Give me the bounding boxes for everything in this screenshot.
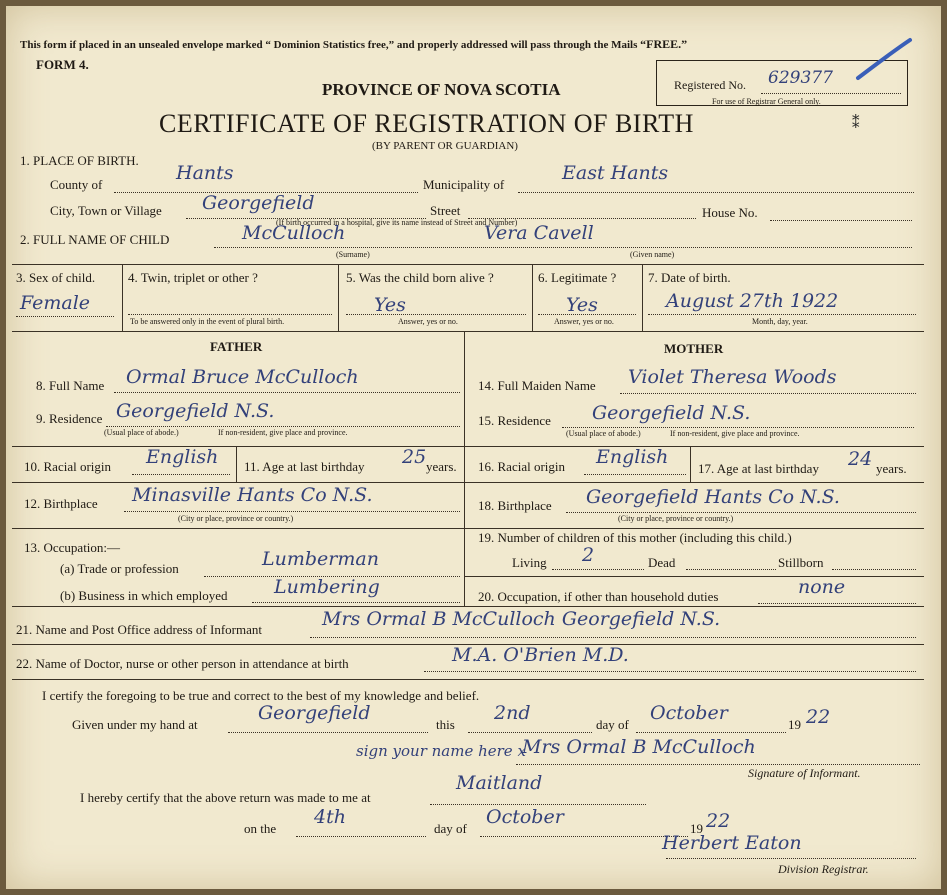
mother-racial-label: 16. Racial origin: [478, 459, 566, 474]
occupation-label: 13. Occupation:—: [24, 540, 121, 555]
registrar-on-label: on the: [244, 821, 277, 836]
business-label: (b) Business in which employed: [60, 588, 228, 603]
registrar-signature-label: Division Registrar.: [778, 862, 869, 876]
registrar-signature: Herbert Eaton: [662, 832, 802, 854]
form-number: FORM 4.: [36, 57, 89, 72]
child-surname: McCulloch: [242, 222, 346, 244]
given-year-value: 22: [806, 706, 831, 728]
father-name-value: Ormal Bruce McCulloch: [126, 366, 359, 388]
father-racial-line: [132, 474, 230, 475]
certificate-subtitle: (BY PARENT OR GUARDIAN): [372, 140, 518, 152]
stillborn-label: Stillborn: [778, 555, 824, 570]
father-heading: FATHER: [210, 339, 263, 354]
informant-signature-line: [516, 764, 920, 765]
county-value: Hants: [176, 162, 234, 184]
informant-signature-label: Signature of Informant.: [748, 766, 861, 780]
mother-racial-line: [584, 474, 686, 475]
registrar-year-value: 22: [706, 810, 731, 832]
twin-line: [128, 314, 332, 315]
given-year-prefix: 19: [788, 717, 801, 732]
birth-date-note: Month, day, year.: [752, 317, 808, 326]
legitimate-label: 6. Legitimate ?: [538, 270, 617, 285]
surname-note: (Surname): [336, 250, 370, 259]
business-value: Lumbering: [274, 576, 380, 598]
informant-value: Mrs Ormal B McCulloch Georgefield N.S.: [322, 608, 721, 630]
given-day-of-label: day of: [596, 717, 629, 732]
mother-name-line: [620, 393, 916, 394]
county-label: County of: [50, 177, 103, 192]
father-racial-value: English: [146, 446, 219, 468]
living-label: Living: [512, 555, 547, 570]
mother-occupation-line: [758, 603, 916, 604]
given-day-value: 2nd: [494, 702, 531, 724]
given-at-value: Georgefield: [258, 702, 371, 724]
father-age-value: 25: [402, 446, 427, 468]
certificate-paper: [6, 6, 941, 889]
stillborn-line: [832, 569, 916, 570]
legitimate-note: Answer, yes or no.: [554, 317, 614, 326]
certificate-title: CERTIFICATE OF REGISTRATION OF BIRTH: [159, 109, 694, 138]
informant-signature: Mrs Ormal B McCulloch: [522, 736, 756, 758]
place-of-birth-heading: 1. PLACE OF BIRTH.: [20, 153, 139, 168]
mother-heading: MOTHER: [664, 341, 724, 356]
parents-divider: [464, 331, 465, 606]
birth-date-line: [648, 314, 916, 315]
father-name-label: 8. Full Name: [36, 378, 105, 393]
legitimate-line: [538, 314, 636, 315]
father-residence-label: 9. Residence: [36, 411, 103, 426]
father-residence-value: Georgefield N.S.: [116, 400, 275, 422]
twin-note: To be answered only in the event of plural birth.: [130, 317, 285, 326]
registrar-year-prefix: 19: [690, 821, 703, 836]
street-label: Street: [430, 203, 461, 218]
row-divider: [12, 679, 924, 680]
father-birthplace-value: Minasville Hants Co N.S.: [132, 484, 373, 506]
province-heading: PROVINCE OF NOVA SCOTIA: [322, 80, 561, 99]
business-line: [252, 602, 460, 603]
father-birthplace-note: (City or place, province or country.): [178, 514, 294, 523]
child-name-line: [214, 247, 912, 248]
col-divider: [690, 446, 691, 482]
sex-line: [16, 316, 114, 317]
municipality-value: East Hants: [562, 162, 669, 184]
informant-line: [310, 637, 916, 638]
city-value: Georgefield: [202, 192, 315, 214]
given-month-line: [636, 732, 786, 733]
registered-no-line: [761, 93, 901, 94]
mother-residence-label: 15. Residence: [478, 413, 551, 428]
sign-note: sign your name here x: [356, 742, 526, 760]
doctor-line: [424, 671, 916, 672]
row-divider: [12, 528, 464, 529]
alive-label: 5. Was the child born alive ?: [346, 270, 494, 285]
doctor-value: M.A. O'Brien M.D.: [452, 644, 629, 666]
city-label: City, Town or Village: [50, 203, 162, 218]
row-divider: [12, 264, 924, 265]
father-birthplace-label: 12. Birthplace: [24, 496, 98, 511]
hospital-note: (If birth occurred in a hospital, give its name instead of Street and Number): [276, 218, 518, 227]
informant-label: 21. Name and Post Office address of Informant: [16, 622, 262, 637]
sex-value: Female: [20, 292, 91, 314]
living-line: [552, 569, 644, 570]
mother-birthplace-value: Georgefield Hants Co N.S.: [586, 486, 840, 508]
mother-age-unit: years.: [876, 461, 907, 476]
row-divider: [12, 606, 924, 607]
row-divider: [464, 482, 924, 483]
children-count-label: 19. Number of children of this mother (including this child.): [478, 530, 792, 545]
col-divider: [532, 264, 533, 331]
registrar-place: Maitland: [456, 772, 543, 794]
mother-age-value: 24: [848, 448, 873, 470]
row-divider: [12, 482, 464, 483]
registrar-month: October: [486, 806, 564, 828]
birth-date-value: August 27th 1922: [666, 290, 839, 312]
municipality-line: [518, 192, 914, 193]
trade-label: (a) Trade or profession: [60, 561, 179, 576]
mother-name-value: Violet Theresa Woods: [628, 366, 837, 388]
row-divider: [12, 331, 924, 332]
col-divider: [642, 264, 643, 331]
col-divider: [338, 264, 339, 331]
registered-no-label: Registered No.: [674, 78, 746, 92]
mother-occupation-label: 20. Occupation, if other than household duties: [478, 589, 719, 604]
given-at-line: [228, 732, 428, 733]
mother-birthplace-label: 18. Birthplace: [478, 498, 552, 513]
mother-occupation-value: none: [798, 576, 846, 598]
father-abode-note: (Usual place of abode.): [104, 428, 179, 437]
mailing-notice: This form if placed in an unsealed envelope marked “ Dominion Statistics free,” and properly addressed will pass through the Mails “FREE.”: [20, 37, 688, 51]
father-racial-label: 10. Racial origin: [24, 459, 112, 474]
row-divider: [12, 446, 464, 447]
sex-label: 3. Sex of child.: [16, 270, 96, 285]
mother-nonresident-note: If non-resident, give place and province.: [670, 429, 800, 438]
given-month-value: October: [650, 702, 728, 724]
registered-no-value: 629377: [768, 68, 833, 88]
mother-birthplace-note: (City or place, province or country.): [618, 514, 734, 523]
twin-label: 4. Twin, triplet or other ?: [128, 270, 258, 285]
given-at-label: Given under my hand at: [72, 717, 198, 732]
father-birthplace-line: [124, 511, 460, 512]
house-label: House No.: [702, 205, 758, 220]
father-nonresident-note: If non-resident, give place and province.: [218, 428, 348, 437]
father-residence-line: [106, 426, 460, 427]
col-divider: [236, 446, 237, 482]
dead-line: [686, 569, 776, 570]
row-divider: [464, 446, 924, 447]
col-divider: [122, 264, 123, 331]
mother-residence-value: Georgefield N.S.: [592, 402, 751, 424]
pencil-mark: [854, 36, 914, 82]
alive-note: Answer, yes or no.: [398, 317, 458, 326]
this-label: this: [436, 717, 455, 732]
child-name-label: 2. FULL NAME OF CHILD: [20, 232, 170, 247]
registrar-general-note: For use of Registrar General only.: [712, 97, 821, 106]
living-value: 2: [582, 544, 595, 566]
legitimate-value: Yes: [566, 294, 598, 316]
registrar-month-line: [480, 836, 688, 837]
registrar-statement: I hereby certify that the above return was made to me at: [80, 790, 371, 805]
registrar-signature-line: [666, 858, 916, 859]
alive-value: Yes: [374, 294, 406, 316]
father-age-label: 11. Age at last birthday: [244, 459, 365, 474]
mother-name-label: 14. Full Maiden Name: [478, 378, 596, 393]
registrar-day-of-label: day of: [434, 821, 467, 836]
registrar-day-line: [296, 836, 426, 837]
mother-abode-note: (Usual place of abode.): [566, 429, 641, 438]
dead-label: Dead: [648, 555, 676, 570]
mother-age-label: 17. Age at last birthday: [698, 461, 819, 476]
father-name-line: [114, 392, 460, 393]
mother-racial-value: English: [596, 446, 669, 468]
given-day-line: [468, 732, 592, 733]
trade-value: Lumberman: [262, 548, 379, 570]
house-line: [770, 220, 912, 221]
child-given-name: Vera Cavell: [484, 222, 594, 244]
birth-date-label: 7. Date of birth.: [648, 270, 731, 285]
row-divider: [464, 528, 924, 529]
alive-line: [346, 314, 526, 315]
mother-residence-line: [562, 427, 914, 428]
given-name-note: (Given name): [630, 250, 675, 259]
municipality-label: Municipality of: [423, 177, 505, 192]
certification-statement: I certify the foregoing to be true and correct to the best of my knowledge and belief.: [42, 688, 480, 703]
father-age-unit: years.: [426, 459, 457, 474]
registrar-place-line: [430, 804, 646, 805]
registrar-day: 4th: [314, 806, 346, 828]
filing-mark: ⁑: [852, 114, 860, 132]
doctor-label: 22. Name of Doctor, nurse or other person in attendance at birth: [16, 656, 349, 671]
mother-birthplace-line: [566, 512, 916, 513]
row-divider: [464, 576, 924, 577]
